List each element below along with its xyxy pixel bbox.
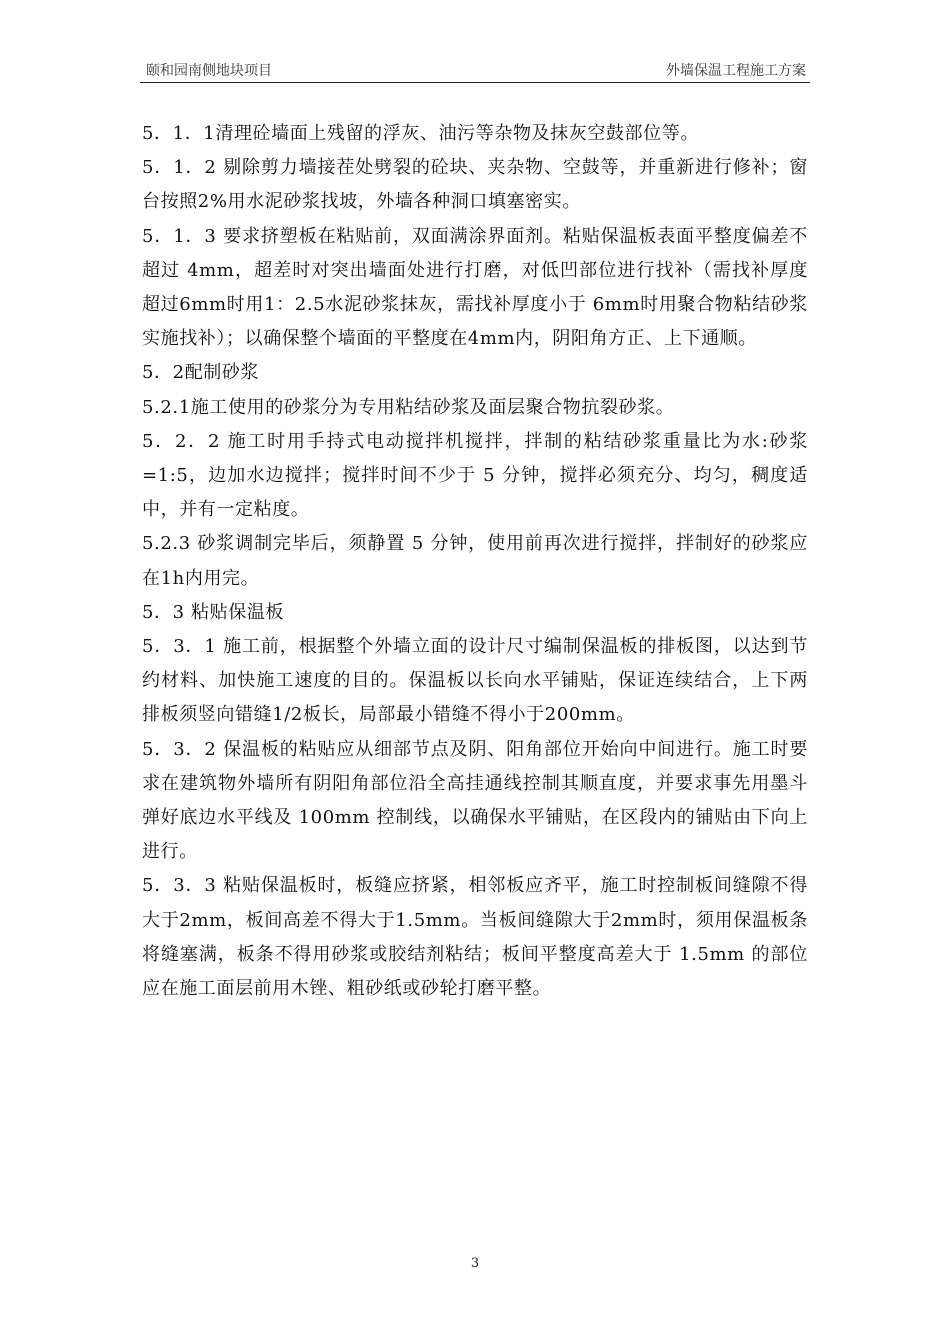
paragraph-5-3-3: 5．3．3 粘贴保温板时，板缝应挤紧，相邻板应齐平，施工时控制板间缝隙不得大于2mm，板间高差不得大于1.5mm。当板间缝隙大于2mm时，须用保温板条将缝塞满，板条不得用砂浆或胶结剂粘结；板间平整度高差大于 1.5mm 的部位应在施工面层前用木锉、粗砂纸或砂轮打磨平整。 [142, 875, 808, 1000]
header-project-name: 颐和园南侧地块项目 [146, 63, 272, 79]
page-header [140, 58, 810, 83]
document-body [142, 117, 808, 1006]
page-number: 3 [470, 1256, 480, 1271]
section-heading-5-2: 5．2配制砂浆 [142, 362, 260, 384]
paragraph-5-2-1: 5.2.1施工使用的砂浆分为专用粘结砂浆及面层聚合物抗裂砂浆。 [142, 396, 675, 418]
header-document-title: 外墙保温工程施工方案 [666, 63, 806, 79]
paragraph-5-1-3: 5．1．3 要求挤塑板在粘贴前，双面满涂界面剂。粘贴保温板表面平整度偏差不超过 4mm，超差时对突出墙面处进行打磨，对低凹部位进行找补（需找补厚度超过6mm时用1：2.5水泥砂浆抹灰，需找补厚度小于 6mm时用聚合物粘结砂浆实施找补）；以确保整个墙面的平整度在4mm内，阴阳角方正、上下通顺。 [142, 225, 808, 350]
paragraph-5-3-2: 5．3．2 保温板的粘贴应从细部节点及阴、阳角部位开始向中间进行。施工时要求在建筑物外墙所有阴阳角部位沿全高挂通线控制其顺直度，并要求事先用墨斗弹好底边水平线及 100mm 控制线，以确保水平铺贴，在区段内的铺贴由下向上进行。 [142, 738, 808, 863]
paragraph-5-1-1: 5．1．1清理砼墙面上残留的浮灰、油污等杂物及抹灰空鼓部位等。 [142, 123, 699, 144]
paragraph-5-2-2: 5．2．2 施工时用手持式电动搅拌机搅拌，拌制的粘结砂浆重量比为水:砂浆=1:5，边加水边搅拌；搅拌时间不少于 5 分钟，搅拌必须充分、均匀，稠度适中，并有一定粘度。 [142, 430, 808, 521]
paragraph-5-2-3: 5.2.3 砂浆调制完毕后，须静置 5 分钟，使用前再次进行搅拌，拌制好的砂浆应在1h内用完。 [142, 533, 808, 589]
paragraph-5-1-2: 5．1．2 剔除剪力墙接茬处劈裂的砼块、夹杂物、空鼓等，并重新进行修补；窗台按照2%用水泥砂浆找坡，外墙各种洞口填塞密实。 [142, 157, 808, 213]
paragraph-5-3-1: 5．3．1 施工前，根据整个外墙立面的设计尺寸编制保温板的排板图，以达到节约材料、加快施工速度的目的。保温板以长向水平铺贴，保证连续结合，上下两排板须竖向错缝1/2板长，局部最小错缝不得小于200mm。 [142, 636, 808, 726]
section-heading-5-3: 5．3 粘贴保温板 [142, 601, 285, 623]
